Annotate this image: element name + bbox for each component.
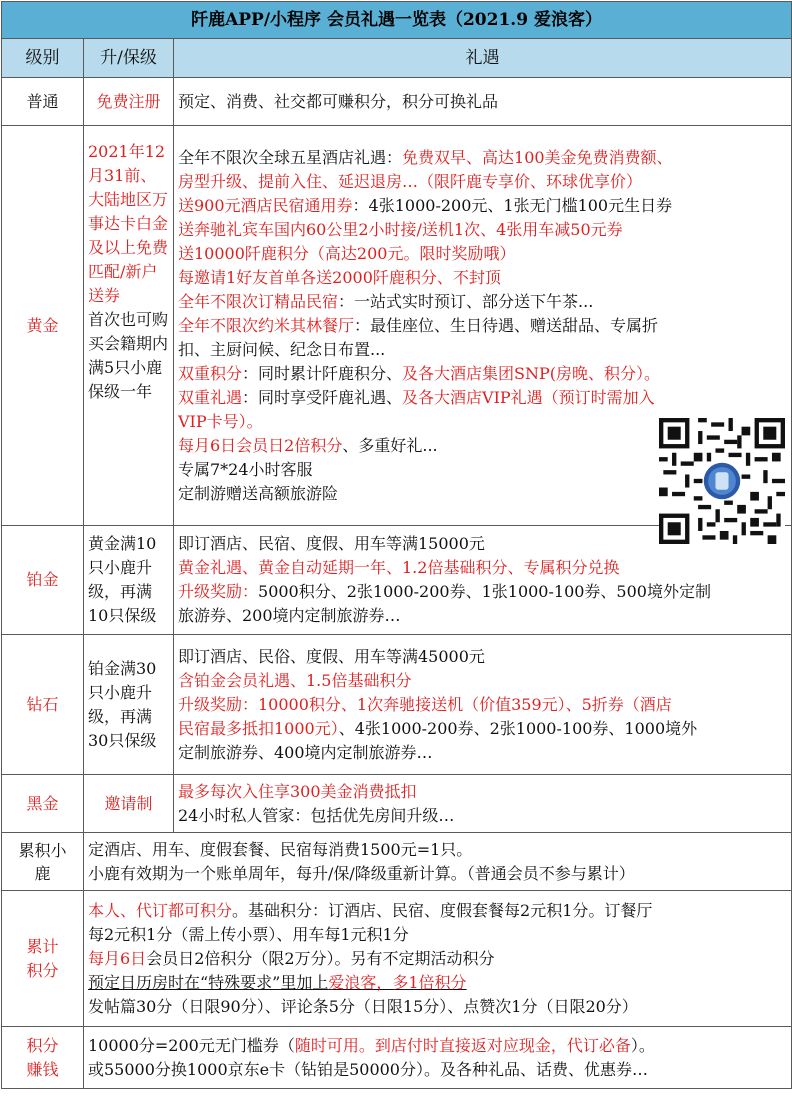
benefit-platinum [174, 526, 792, 635]
benefit-normal: 预定、消费、社交都可赚积分，积分可换礼品 [174, 78, 792, 126]
level-points: 累计积分 [2, 891, 84, 1027]
gold-line-5: 送10000阡鹿积分（高达200元。限时奖励哦） [178, 243, 516, 263]
gold-line-7b: ：一站式实时预订、部分送下午茶... [338, 291, 594, 311]
level-gold: 黄金 [2, 126, 84, 526]
points-line-5: 发帖篇30分（日限90分）、评论条5分（日限15分）、点赞次1分（日限20分） [88, 996, 638, 1016]
diamond-line-4b: 、4张1000-200券、2张1000-100券、1000境外 [338, 718, 698, 738]
level-normal: 普通 [2, 78, 84, 126]
gold-line-3a: 送900元酒店民宿通用券 [178, 195, 353, 215]
points-line-1b: 。基础积分：订酒店、民宿、度假套餐每2元积1分。订餐厅 [232, 900, 653, 920]
level-platinum: 铂金 [2, 526, 84, 635]
upgrade-diamond: 铂金满30只小鹿升级，再满30只保级 [84, 635, 174, 775]
page-title: 阡鹿APP/小程序 会员礼遇一览表（2021.9 爱浪客） [2, 2, 792, 39]
header-benefits: 礼遇 [174, 39, 792, 78]
header-upgrade: 升/保级 [84, 39, 174, 78]
gold-line-9: 扣、主厨问候、纪念日布置... [178, 339, 386, 359]
deer-line-1: 定酒店、用车、度假套餐、民宿每消费1500元=1只。 [88, 839, 473, 859]
gold-line-10b: ：同时累计阡鹿积分、 [242, 363, 403, 383]
row-diamond [2, 635, 792, 775]
benefit-earn [84, 1027, 792, 1089]
row-black [2, 775, 792, 833]
gold-upgrade-condition: 2021年12月31前、大陆地区万事达卡白金及以上免费匹配/新户送券 [88, 142, 169, 305]
level-earn: 积分赚钱 [2, 1027, 84, 1089]
benefit-points [84, 891, 792, 1027]
diamond-line-1: 即订酒店、民俗、度假、用车等满45000元 [178, 646, 485, 666]
gold-line-13b: 、多重好礼... [342, 435, 438, 455]
upgrade-platinum: 黄金满10只小鹿升级，再满10只保级 [84, 526, 174, 635]
points-line-2: 每2元积1分（需上传小票）、用车每1元积1分 [88, 924, 409, 944]
gold-line-11a: 双重礼遇 [178, 387, 243, 407]
level-diamond: 钻石 [2, 635, 84, 775]
points-line-3a: 每月6日 [88, 948, 147, 968]
diamond-line-5: 定制旅游券、400境内定制旅游券… [178, 742, 433, 762]
earn-line-1a: 10000分=200元无门槛券（ [88, 1035, 295, 1055]
gold-line-14: 专属7*24小时客服 [178, 459, 313, 479]
header-level: 级别 [2, 39, 84, 78]
row-earn [2, 1027, 792, 1089]
benefit-diamond [174, 635, 792, 775]
row-deer [2, 833, 792, 891]
gold-line-4: 送奔驰礼宾车国内60公里2小时接/送机1次、4张用车减50元券 [178, 219, 623, 239]
points-line-4b: 爱浪客，多1倍积分 [328, 972, 467, 992]
black-line-2: 24小时私人管家：包括优先房间升级… [178, 805, 455, 825]
benefit-gold [174, 126, 792, 526]
gold-line-10a: 双重积分 [178, 363, 243, 383]
level-black: 黑金 [2, 775, 84, 833]
gold-line-11b: ：同时享受阡鹿礼遇、 [242, 387, 403, 407]
gold-line-6: 每邀请1好友首单各送2000阡鹿积分、不封顶 [178, 267, 501, 287]
earn-line-2: 或55000分换1000京东e卡（钻铂是50000分）。及各种礼品、话费、优惠券… [88, 1059, 648, 1079]
upgrade-black: 邀请制 [84, 775, 174, 833]
upgrade-normal: 免费注册 [84, 78, 174, 126]
gold-line-1a: 全年不限次全球五星酒店礼遇： [178, 147, 403, 167]
gold-line-12: VIP卡号）。 [178, 411, 263, 431]
earn-line-1b: 随时可用。到店付时直接返对应现金，代订必备 [294, 1035, 631, 1055]
benefit-deer [84, 833, 792, 891]
diamond-line-2: 含铂金会员礼遇、1.5倍基础积分 [178, 670, 412, 690]
row-platinum [2, 526, 792, 635]
gold-line-11c: 及各大酒店VIP礼遇（预订时需加入 [402, 387, 655, 407]
platinum-line-3a: 升级奖励： [178, 582, 259, 601]
points-line-1a: 本人、代订都可积分 [88, 900, 233, 920]
header-row [2, 39, 792, 78]
gold-line-10c: 及各大酒店集团SNP(房晚、积分）。 [402, 363, 661, 383]
gold-line-1b: 免费双早、高达100美金免费消费额、 [402, 147, 673, 167]
gold-line-7a: 全年不限次订精品民宿 [178, 291, 339, 311]
row-gold [2, 126, 792, 526]
points-line-3b: 会员日2倍积分（限2万分）。另有不定期活动积分 [146, 948, 495, 968]
gold-line-15: 定制游赠送高额旅游险 [178, 483, 339, 503]
platinum-line-2: 黄金礼遇、黄金自动延期一年、1.2倍基础积分、专属积分兑换 [178, 558, 620, 577]
diamond-line-4a: 民宿最多抵扣1000元） [178, 718, 339, 738]
benefit-black [174, 775, 792, 833]
points-line-4a: 预定日历房时在“特殊要求”里加上 [88, 972, 329, 992]
level-deer: 累积小鹿 [2, 833, 84, 891]
platinum-line-4: 旅游券、200境内定制旅游券… [178, 606, 401, 625]
gold-line-3b: ：4张1000-200元、1张无门槛100元生日券 [352, 195, 673, 215]
earn-line-1c: ）。 [630, 1035, 655, 1055]
platinum-line-1: 即订酒店、民宿、度假、用车等满15000元 [178, 534, 485, 553]
upgrade-gold [84, 126, 174, 526]
row-points [2, 891, 792, 1027]
membership-table [1, 1, 792, 1089]
gold-upgrade-purchase: 首次也可购买会籍期内满5只小鹿保级一年 [88, 310, 169, 401]
gold-line-8a: 全年不限次约米其林餐厅 [178, 315, 355, 335]
deer-line-2: 小鹿有效期为一个账单周年，每升/保/降级重新计算。（普通会员不参与累计） [88, 863, 635, 883]
platinum-line-3b: 5000积分、2张1000-200券、1张1000-100券、500境外定制 [258, 582, 711, 601]
black-line-1: 最多每次入住享300美金消费抵扣 [178, 781, 417, 801]
diamond-line-3: 升级奖励：10000积分、1次奔驰接送机（价值359元）、5折券（酒店 [178, 694, 672, 714]
gold-line-2: 房型升级、提前入住、延迟退房…（限阡鹿专享价、环球优享价） [178, 171, 643, 191]
gold-line-13a: 每月6日会员日2倍积分 [178, 435, 343, 455]
gold-line-8b: ：最佳座位、生日待遇、赠送甜品、专属折 [354, 315, 659, 335]
row-normal [2, 78, 792, 126]
